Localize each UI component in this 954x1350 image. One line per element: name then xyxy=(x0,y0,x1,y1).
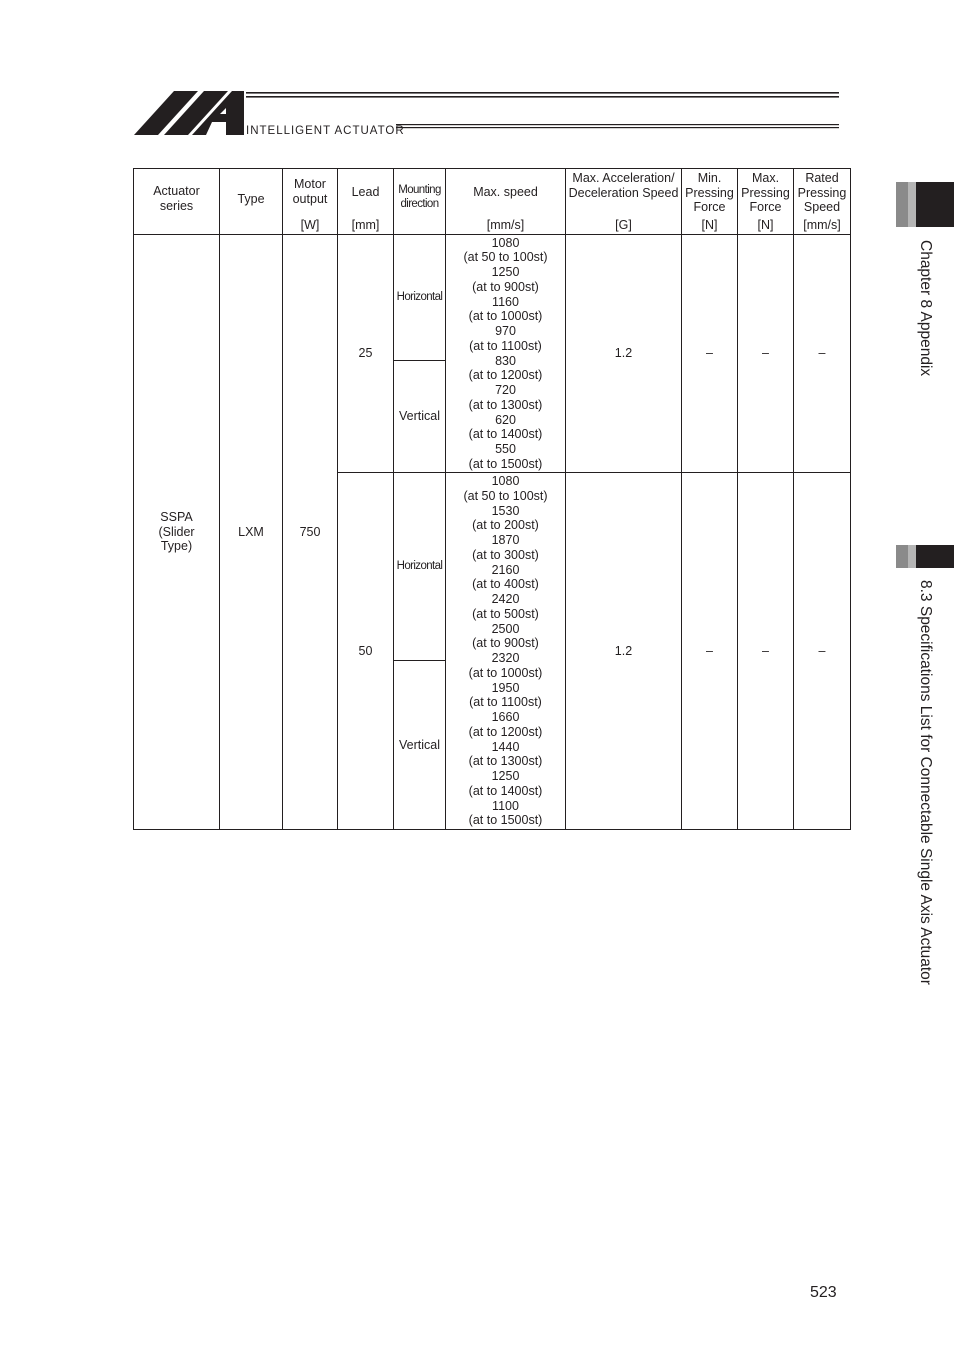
max-speed-line: (at to 200st) xyxy=(472,518,539,533)
rated-pressing-speed-cell: – xyxy=(794,235,851,473)
brand-text: INTELLIGENT ACTUATOR xyxy=(246,125,405,137)
max-pressing-force-cell: – xyxy=(738,235,794,473)
max-speed-line: (at to 1000st) xyxy=(468,309,543,324)
header-rated-pressing-speed: Rated Pressing Speed [mm/s] xyxy=(794,169,851,235)
max-speed-line: (at to 1100st) xyxy=(469,338,542,353)
section-label: 8.3 Specifications List for Connectable Single Axis Actuator xyxy=(917,580,934,985)
header-type: Type xyxy=(220,169,283,235)
section-tab xyxy=(896,545,954,568)
max-speed-line: 1870 xyxy=(491,533,520,547)
ia-logo xyxy=(134,88,842,140)
header-max-accel: Max. Acceleration/ Deceleration Speed [G] xyxy=(566,169,682,235)
max-pressing-force-cell: – xyxy=(738,473,794,830)
max-speed-line: (at 50 to 100st) xyxy=(463,250,548,265)
max-accel-cell: 1.2 xyxy=(566,235,682,473)
max-speed-line: (at to 900st) xyxy=(472,636,539,651)
max-speed-list xyxy=(446,236,565,472)
max-speed-line: (at to 500st) xyxy=(472,606,539,621)
max-speed-line: 2500 xyxy=(491,621,520,636)
max-speed-line: 1440 xyxy=(491,739,520,754)
min-pressing-force-cell: – xyxy=(682,235,738,473)
chapter-tab xyxy=(896,182,954,227)
max-speed-line: 1100 xyxy=(492,798,519,813)
max-speed-cell xyxy=(446,235,566,473)
max-speed-line: (at to 1200st) xyxy=(468,724,543,739)
max-speed-line: (at to 1100st) xyxy=(469,695,542,710)
max-speed-line: (at to 1300st) xyxy=(468,754,543,769)
max-speed-line: 1080 xyxy=(491,235,520,250)
header-max-pressing-force: Max. Pressing Force [N] xyxy=(738,169,794,235)
mounting-horizontal-cell: Horizontal xyxy=(394,235,446,361)
rated-pressing-speed-cell: – xyxy=(794,473,851,830)
max-speed-line: (at to 1500st) xyxy=(468,813,543,828)
max-speed-line: (at to 1400st) xyxy=(468,783,543,798)
max-speed-line: (at to 400st) xyxy=(472,577,539,592)
spec-table xyxy=(133,168,851,830)
header-mounting-direction: Mounting direction xyxy=(394,169,446,235)
max-speed-line: 830 xyxy=(495,353,516,368)
max-speed-line: 620 xyxy=(495,412,516,427)
actuator-series-cell: SSPA (Slider Type) xyxy=(134,235,220,830)
max-accel-cell: 1.2 xyxy=(566,473,682,830)
max-speed-line: 1950 xyxy=(491,680,520,695)
max-speed-line: (at 50 to 100st) xyxy=(463,488,548,503)
max-speed-line: (at to 1500st) xyxy=(468,456,543,471)
max-speed-line: 550 xyxy=(495,442,516,456)
table-row xyxy=(134,235,851,361)
max-speed-line: (at to 900st) xyxy=(472,279,539,294)
header-min-pressing-force: Min. Pressing Force [N] xyxy=(682,169,738,235)
header-lead: Lead [mm] xyxy=(338,169,394,235)
mounting-vertical-cell: Vertical xyxy=(394,661,446,830)
header-row xyxy=(134,169,851,235)
type-cell: LXM xyxy=(220,235,283,830)
max-speed-line: 2420 xyxy=(491,592,520,606)
header-actuator-series: Actuator series xyxy=(134,169,220,235)
lead-cell: 25 xyxy=(338,235,394,473)
max-speed-line: 720 xyxy=(495,383,516,397)
max-speed-list xyxy=(446,474,565,828)
mounting-vertical-cell: Vertical xyxy=(394,361,446,473)
max-speed-line: (at to 1000st) xyxy=(468,665,543,680)
max-speed-line: (at to 1300st) xyxy=(468,397,543,412)
max-speed-line: 1660 xyxy=(491,710,520,724)
motor-output-cell: 750 xyxy=(283,235,338,830)
min-pressing-force-cell: – xyxy=(682,473,738,830)
max-speed-line: 1250 xyxy=(491,265,520,279)
mounting-horizontal-cell: Horizontal xyxy=(394,473,446,661)
lead-cell: 50 xyxy=(338,473,394,830)
max-speed-line: 1250 xyxy=(491,769,520,783)
max-speed-line: 1530 xyxy=(491,503,520,518)
chapter-label: Chapter 8 Appendix xyxy=(917,240,934,377)
max-speed-line: (at to 300st) xyxy=(472,547,539,562)
page-number: 523 xyxy=(810,1284,837,1301)
max-speed-line: 1160 xyxy=(492,294,519,309)
header-max-speed: Max. speed [mm/s] xyxy=(446,169,566,235)
max-speed-line: (at to 1400st) xyxy=(468,427,543,442)
max-speed-line: 1080 xyxy=(491,474,520,488)
header-motor-output: Motor output [W] xyxy=(283,169,338,235)
max-speed-line: 2160 xyxy=(491,562,520,577)
max-speed-line: 970 xyxy=(495,324,516,338)
max-speed-line: 2320 xyxy=(491,651,520,665)
max-speed-cell xyxy=(446,473,566,830)
max-speed-line: (at to 1200st) xyxy=(468,368,543,383)
